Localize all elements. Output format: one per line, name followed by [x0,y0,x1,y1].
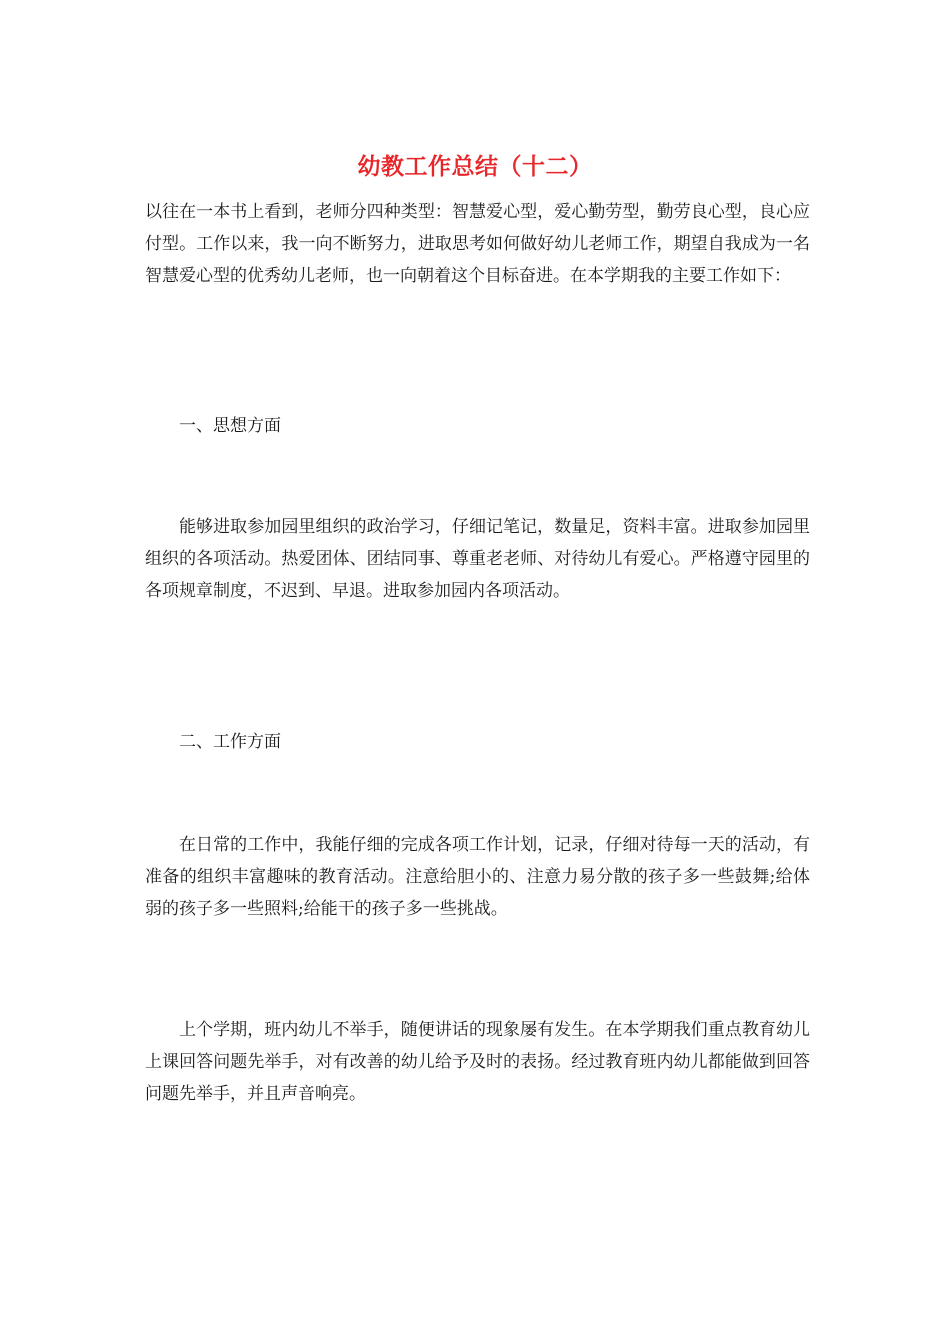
section-heading-work: 二、工作方面 [179,732,281,752]
intro-paragraph: 以往在一本书上看到，老师分四种类型：智慧爱心型，爱心勤劳型，勤劳良心型，良心应付型。工作以来，我一向不断努力，进取思考如何做好幼儿老师工作，期望自我成为一名智慧爱心型的优秀幼儿老师，也一向朝着这个目标奋进。在本学期我的主要工作如下： [145,202,810,286]
section-paragraph-work-2: 上个学期，班内幼儿不举手，随便讲话的现象屡有发生。在本学期我们重点教育幼儿上课回答问题先举手，对有改善的幼儿给予及时的表扬。经过教育班内幼儿都能做到回答问题先举手，并且声音响亮。 [145,1020,810,1104]
section-paragraph-thought: 能够进取参加园里组织的政治学习，仔细记笔记，数量足，资料丰富。进取参加园里组织的各项活动。热爱团体、团结同事、尊重老老师、对待幼儿有爱心。严格遵守园里的各项规章制度，不迟到、早退。进取参加园内各项活动。 [145,517,810,601]
section-paragraph-work-1: 在日常的工作中，我能仔细的完成各项工作计划，记录，仔细对待每一天的活动，有准备的组织丰富趣味的教育活动。注意给胆小的、注意力易分散的孩子多一些鼓舞;给体弱的孩子多一些照料;给能干的孩子多一些挑战。 [145,835,810,919]
section-heading-thought: 一、思想方面 [179,416,281,436]
document-title: 幼教工作总结（十二） [357,153,593,180]
